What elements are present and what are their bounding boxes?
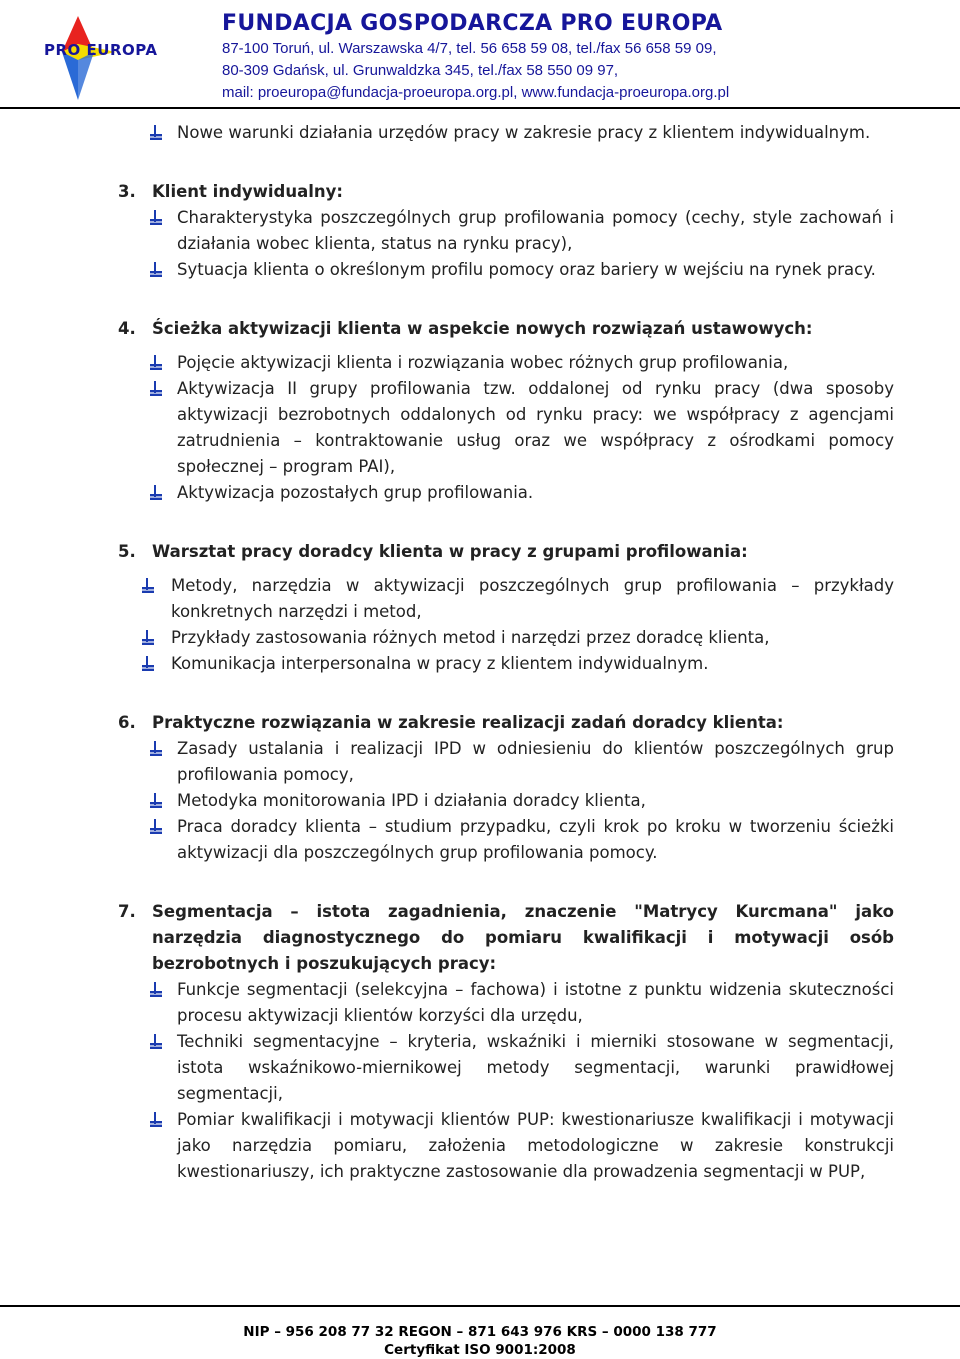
bullet-icon [149, 1112, 163, 1128]
address-line-gdansk: 80-309 Gdańsk, ul. Grunwaldzka 345, tel./fax 58 550 09 97, [222, 62, 619, 79]
list-item: Aktywizacja II grupy profilowania tzw. oddalonej od rynku pracy (dwa sposoby aktywizacji bezrobotnych oddalonych od rynku pracy: we współpracy z agencjami zatrudnienia – kontraktowanie usług oraz we współpracy z ośrodkami pomocy społecznej – program PAI), [0, 376, 894, 480]
section-number: 3. [118, 182, 136, 201]
address-line-torun: 87-100 Toruń, ul. Warszawska 4/7, tel. 56 658 59 08, tel./fax 56 658 59 09, [222, 40, 717, 57]
organization-name: FUNDACJA GOSPODARCZA PRO EUROPA [222, 11, 723, 36]
bullet-icon [141, 578, 155, 594]
list-item: Nowe warunki działania urzędów pracy w zakresie pracy z klientem indywidualnym. [0, 120, 894, 146]
list-item: Przykłady zastosowania różnych metod i narzędzi przez doradcę klienta, [0, 625, 894, 651]
bullet-icon [149, 793, 163, 809]
list-item: Funkcje segmentacji (selekcyjna – fachowa) i istotne z punktu widzenia skuteczności procesu aktywizacji klientów korzyści dla urzędu, [0, 977, 894, 1029]
bullet-icon [149, 381, 163, 397]
footer-divider [0, 1305, 960, 1307]
document-body [0, 120, 960, 1185]
section-title: Warsztat pracy doradcy klienta w pracy z grupami profilowania: [152, 542, 748, 561]
contact-line[interactable]: mail: proeuropa@fundacja-proeuropa.org.pl, www.fundacja-proeuropa.org.pl [222, 84, 730, 101]
section-title: Segmentacja – istota zagadnienia, znaczenie "Matrycy Kurcmana" jako narzędzia diagnostycznego do pomiaru kwalifikacji i motywacji osób bezrobotnych i poszukujących pracy: [152, 902, 894, 973]
list-item: Aktywizacja pozostałych grup profilowania. [0, 480, 894, 506]
section-number: 7. [118, 902, 136, 921]
list-item: Metody, narzędzia w aktywizacji poszczególnych grup profilowania – przykłady konkretnych narzędzi i metod, [0, 573, 894, 625]
section-heading [0, 539, 894, 565]
bullet-icon [141, 656, 155, 672]
list-item: Metodyka monitorowania IPD i działania doradcy klienta, [0, 788, 894, 814]
list-item: Pojęcie aktywizacji klienta i rozwiązania wobec różnych grup profilowania, [0, 350, 894, 376]
section-title: Klient indywidualny: [152, 182, 343, 201]
section-number: 5. [118, 542, 136, 561]
section-heading [0, 710, 894, 736]
bullet-icon [141, 630, 155, 646]
list-item: Komunikacja interpersonalna w pracy z klientem indywidualnym. [0, 651, 894, 677]
section-title: Ścieżka aktywizacji klienta w aspekcie nowych rozwiązań ustawowych: [152, 319, 813, 338]
bullet-icon [149, 819, 163, 835]
section-heading [0, 899, 894, 977]
logo-text: PRO EUROPA [44, 41, 158, 59]
list-item: Zasady ustalania i realizacji IPD w odniesieniu do klientów poszczególnych grup profilowania pomocy, [0, 736, 894, 788]
section-heading [0, 316, 894, 342]
letterhead [0, 0, 960, 110]
section-title: Praktyczne rozwiązania w zakresie realizacji zadań doradcy klienta: [152, 713, 784, 732]
section-heading [0, 179, 894, 205]
section-number: 6. [118, 713, 136, 732]
bullet-icon [149, 982, 163, 998]
header-divider [0, 107, 960, 109]
bullet-icon [149, 262, 163, 278]
list-item: Charakterystyka poszczególnych grup profilowania pomocy (cechy, style zachowań i działania wobec klienta, status na rynku pracy), [0, 205, 894, 257]
section-number: 4. [118, 319, 136, 338]
registration-numbers: NIP – 956 208 77 32 REGON – 871 643 976 KRS – 0000 138 777 [243, 1324, 717, 1340]
bullet-icon [149, 741, 163, 757]
list-item: Techniki segmentacyjne – kryteria, wskaźniki i mierniki stosowane w segmentacji, istota wskaźnikowo-miernikowej metody segmentacji, warunki prawidłowej segmentacji, [0, 1029, 894, 1107]
bullet-icon [149, 125, 163, 141]
bullet-icon [149, 1034, 163, 1050]
bullet-icon [149, 355, 163, 371]
bullet-icon [149, 210, 163, 226]
footer [0, 1323, 960, 1359]
bullet-icon [149, 485, 163, 501]
list-item: Sytuacja klienta o określonym profilu pomocy oraz bariery w wejściu na rynek pracy. [0, 257, 894, 283]
list-item: Praca doradcy klienta – studium przypadku, czyli krok po kroku w tworzeniu ścieżki aktywizacji dla poszczególnych grup profilowania pomocy. [0, 814, 894, 866]
list-item: Pomiar kwalifikacji i motywacji klientów PUP: kwestionariusze kwalifikacji i motywacji jako narzędzia pomiaru, założenia metodologiczne w zakresie konstrukcji kwestionariuszy, ich praktyczne zastosowanie dla prowadzenia segmentacji w PUP, [0, 1107, 894, 1185]
iso-certificate: Certyfikat ISO 9001:2008 [384, 1342, 576, 1358]
